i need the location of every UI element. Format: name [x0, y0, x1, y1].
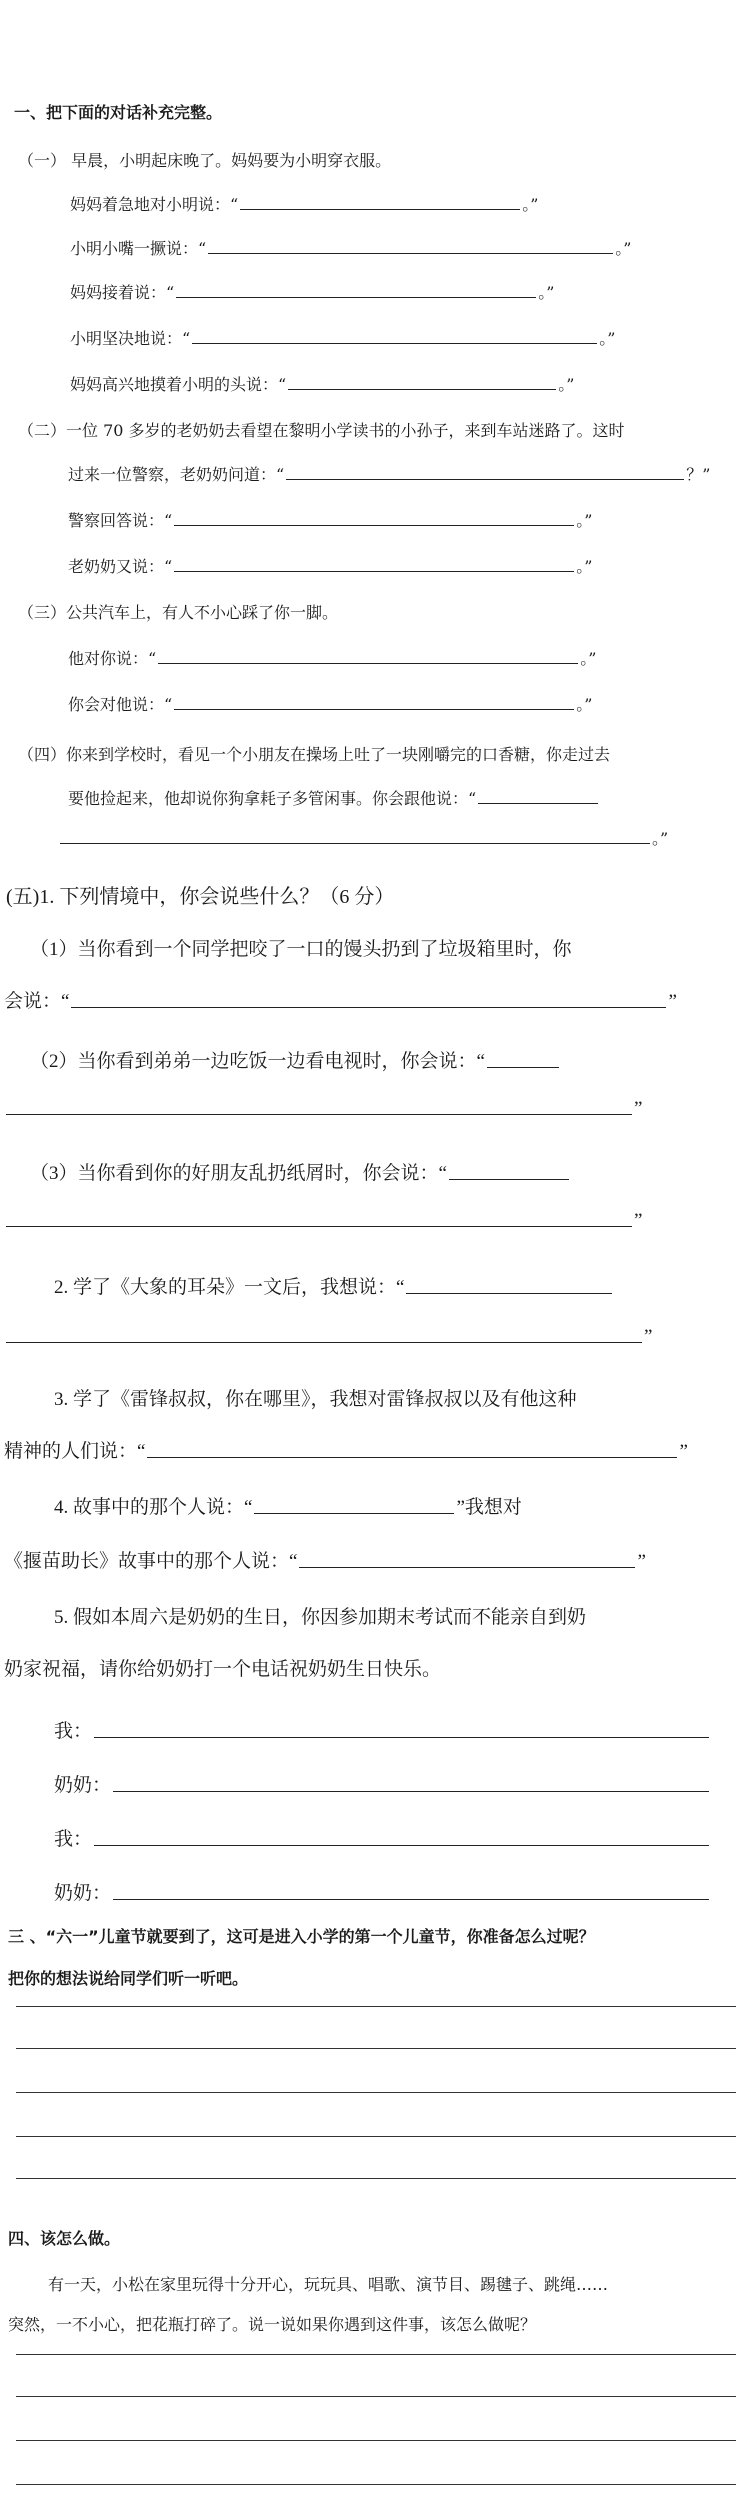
part3-line-1: 他对你说：“ 。” — [68, 649, 597, 668]
q5-line-2: 精神的人们说：“ ” — [4, 1441, 688, 1462]
writing-line[interactable] — [16, 2440, 736, 2441]
answer-blank[interactable] — [176, 296, 536, 298]
part4-line: 。” — [58, 826, 752, 849]
q2-line-2: ” — [4, 1098, 752, 1120]
writing-line[interactable] — [16, 2484, 736, 2485]
answer-blank[interactable] — [6, 1113, 632, 1115]
q4-line-2: ” — [4, 1326, 752, 1348]
section4-title: 四、该怎么做。 — [8, 2229, 121, 2248]
q3-line-1: （3）当你看到你的好朋友乱扔纸屑时，你会说：“ — [30, 1158, 752, 1185]
section5-title: (五)1. 下列情境中，你会说些什么？（6 分） — [6, 886, 395, 908]
part2-question: 过来一位警察，老奶奶问道：“ ？” — [68, 465, 711, 484]
answer-blank[interactable] — [113, 1898, 709, 1900]
answer-blank[interactable] — [406, 1292, 612, 1294]
q7-line-1: 5. 假如本周六是奶奶的生日，你因参加期末考试而不能亲自到奶 — [54, 1607, 587, 1628]
section3-title-1: 三 、“六一”儿童节就要到了，这可是进入小学的第一个儿童节，你准备怎么过呢？ — [8, 1927, 595, 1946]
answer-blank[interactable] — [94, 1844, 709, 1846]
q4-line-1: 2. 学了《大象的耳朵》一文后，我想说：“ — [54, 1272, 752, 1299]
writing-line[interactable] — [16, 2006, 736, 2007]
answer-blank[interactable] — [113, 1790, 709, 1792]
answer-blank[interactable] — [71, 1006, 666, 1008]
answer-blank[interactable] — [174, 524, 574, 526]
writing-line[interactable] — [16, 2092, 736, 2093]
dialog-line-3: 我： — [54, 1824, 752, 1851]
writing-line[interactable] — [16, 2354, 736, 2355]
part1-line-4: 小明坚决地说：“ 。” — [70, 329, 616, 348]
part3-prompt: （三）公共汽车上，有人不小心踩了你一脚。 — [18, 603, 339, 622]
section4-text-2: 突然，一不小心，把花瓶打碎了。说一说如果你遇到这件事，该怎么做呢？ — [8, 2315, 537, 2334]
answer-blank[interactable] — [6, 1225, 632, 1227]
answer-blank[interactable] — [6, 1341, 642, 1343]
dialog-line-2: 奶奶： — [54, 1770, 752, 1797]
section4-text-1: 有一天，小松在家里玩得十分开心，玩玩具、唱歌、演节目、踢毽子、跳绳…… — [48, 2275, 609, 2294]
answer-blank[interactable] — [174, 708, 574, 710]
part1-line-1: 妈妈着急地对小明说：“ 。” — [70, 195, 539, 214]
answer-blank[interactable] — [299, 1566, 635, 1568]
answer-blank[interactable] — [60, 842, 650, 844]
q6-line-2: 《揠苗助长》故事中的那个人说：“ ” — [4, 1551, 646, 1572]
part2-line-1: 警察回答说：“ 。” — [68, 511, 593, 530]
part1-line-5: 妈妈高兴地摸着小明的头说：“ 。” — [70, 375, 575, 394]
answer-blank[interactable] — [286, 478, 684, 480]
part2-prompt: （二）一位 70 多岁的老奶奶去看望在黎明小学读书的小孙子，来到车站迷路了。这时 — [18, 421, 625, 440]
writing-line[interactable] — [16, 2396, 736, 2397]
part1-prompt: （一） 早晨，小明起床晚了。妈妈要为小明穿衣服。 — [18, 151, 392, 170]
section3-title-2: 把你的想法说给同学们听一听吧。 — [8, 1969, 249, 1988]
answer-blank[interactable] — [288, 388, 556, 390]
part1-line-2: 小明小嘴一撅说：“ 。” — [70, 239, 632, 258]
answer-blank[interactable] — [147, 1456, 677, 1458]
answer-blank[interactable] — [208, 252, 613, 254]
writing-line[interactable] — [16, 2178, 736, 2179]
section1-title: 一、把下面的对话补充完整。 — [14, 103, 223, 122]
q6-line-1: 4. 故事中的那个人说：“ ”我想对 — [54, 1497, 522, 1518]
q7-line-2: 奶家祝福，请你给奶奶打一个电话祝奶奶生日快乐。 — [4, 1659, 442, 1680]
dialog-line-1: 我： — [54, 1716, 752, 1743]
answer-blank[interactable] — [174, 570, 574, 572]
answer-blank[interactable] — [478, 802, 598, 804]
q1-line-2: 会说：“ ” — [4, 991, 677, 1012]
dialog-line-4: 奶奶： — [54, 1878, 752, 1905]
answer-blank[interactable] — [449, 1178, 569, 1180]
part4-prompt: （四）你来到学校时，看见一个小朋友在操场上吐了一块刚嚼完的口香糖，你走过去 — [18, 745, 611, 764]
q3-line-2: ” — [4, 1210, 752, 1232]
answer-blank[interactable] — [240, 208, 520, 210]
writing-line[interactable] — [16, 2136, 736, 2137]
part1-line-3: 妈妈接着说：“ 。” — [70, 283, 555, 302]
answer-blank[interactable] — [192, 342, 597, 344]
part4-prompt-2: 要他捡起来，他却说你狗拿耗子多管闲事。你会跟他说：“ — [68, 786, 752, 809]
q1-line-1: （1）当你看到一个同学把咬了一口的馒头扔到了垃圾箱里时，你 — [30, 939, 572, 960]
writing-line[interactable] — [16, 2048, 736, 2049]
part3-line-2: 你会对他说：“ 。” — [68, 695, 593, 714]
q5-line-1: 3. 学了《雷锋叔叔，你在哪里》，我想对雷锋叔叔以及有他这种 — [54, 1389, 577, 1410]
answer-blank[interactable] — [94, 1736, 709, 1738]
part2-line-2: 老奶奶又说：“ 。” — [68, 557, 593, 576]
q2-line-1: （2）当你看到弟弟一边吃饭一边看电视时，你会说：“ — [30, 1046, 752, 1073]
answer-blank[interactable] — [487, 1066, 559, 1068]
answer-blank[interactable] — [158, 662, 578, 664]
answer-blank[interactable] — [254, 1512, 454, 1514]
